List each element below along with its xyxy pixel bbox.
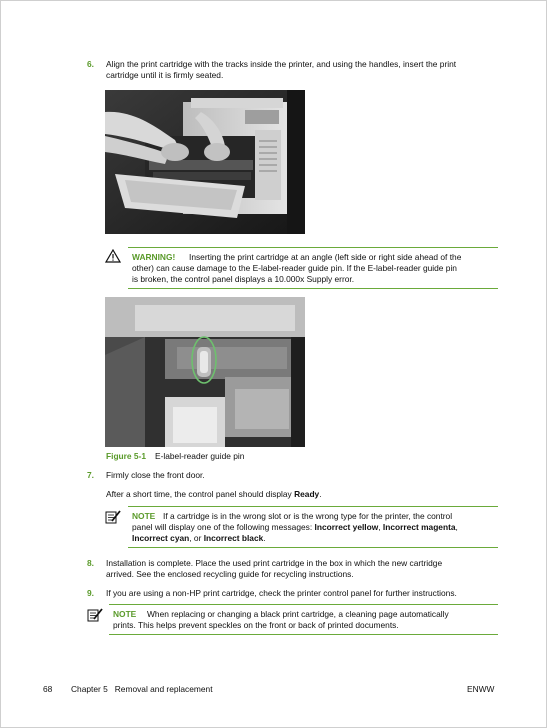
step-7-number: 7. xyxy=(87,470,94,480)
note-pencil-icon xyxy=(87,607,103,623)
guide-pin-photo xyxy=(105,297,305,447)
figure-caption: E-label-reader guide pin xyxy=(155,451,245,461)
step-6-line-1: Align the print cartridge with the tracks inside the printer, and using the handles, insert the print xyxy=(106,59,457,69)
note-1-bottom-rule xyxy=(128,547,498,548)
note-1-line-1: If a cartridge is in the wrong slot or is the wrong type for the printer, the control xyxy=(163,511,453,521)
step-8-line-2: arrived. See the enclosed recycling guide for recycling instructions. xyxy=(106,569,354,579)
note-pencil-icon xyxy=(105,509,121,525)
note-1-top-rule xyxy=(128,506,498,507)
step-6-line-2: cartridge until it is firmly seated. xyxy=(106,70,224,80)
guide-pin-illustration xyxy=(105,297,305,447)
step-6-number: 6. xyxy=(87,59,94,69)
printer-cartridge-illustration xyxy=(105,90,305,234)
step-9-text: If you are using a non-HP print cartridge, check the printer control panel for further instructions. xyxy=(106,588,457,598)
note-2-label: NOTE xyxy=(113,609,137,619)
step-8-number: 8. xyxy=(87,558,94,568)
step-7-after-text: After a short time, the control panel should display Ready. xyxy=(106,489,322,499)
warning-label: WARNING! xyxy=(132,252,176,262)
note-2-bottom-rule xyxy=(109,634,498,635)
note-1-line-3: Incorrect cyan, or Incorrect black. xyxy=(132,533,266,543)
figure-label: Figure 5-1 xyxy=(106,451,147,461)
footer-page-number: 68 xyxy=(43,684,53,694)
warning-line-3: is broken, the control panel displays a 10.000x Supply error. xyxy=(132,274,355,284)
warning-top-rule xyxy=(128,247,498,248)
warning-line-2: other) can cause damage to the E-label-reader guide pin. If the E-label-reader guide pin xyxy=(132,263,457,273)
step-9-number: 9. xyxy=(87,588,94,598)
footer-chapter: Chapter 5 Removal and replacement xyxy=(71,684,213,694)
step-7-text: Firmly close the front door. xyxy=(106,470,205,480)
note-2-line-1: When replacing or changing a black print cartridge, a cleaning page automatically xyxy=(147,609,449,619)
warning-bottom-rule xyxy=(128,288,498,289)
note-2-top-rule xyxy=(109,604,498,605)
footer-enww: ENWW xyxy=(467,684,495,694)
warning-triangle-icon xyxy=(105,249,121,263)
step-8-line-1: Installation is complete. Place the used print cartridge in the box in which the new cartridge xyxy=(106,558,443,568)
note-1-line-2: panel will display one of the following messages: Incorrect yellow, Incorrect magenta, xyxy=(132,522,458,532)
warning-line-1: Inserting the print cartridge at an angle (left side or right side ahead of the xyxy=(189,252,462,262)
printer-cartridge-photo xyxy=(105,90,305,234)
note-2-line-2: prints. This helps prevent speckles on the front or back of printed documents. xyxy=(113,620,399,630)
note-1-label: NOTE xyxy=(132,511,156,521)
